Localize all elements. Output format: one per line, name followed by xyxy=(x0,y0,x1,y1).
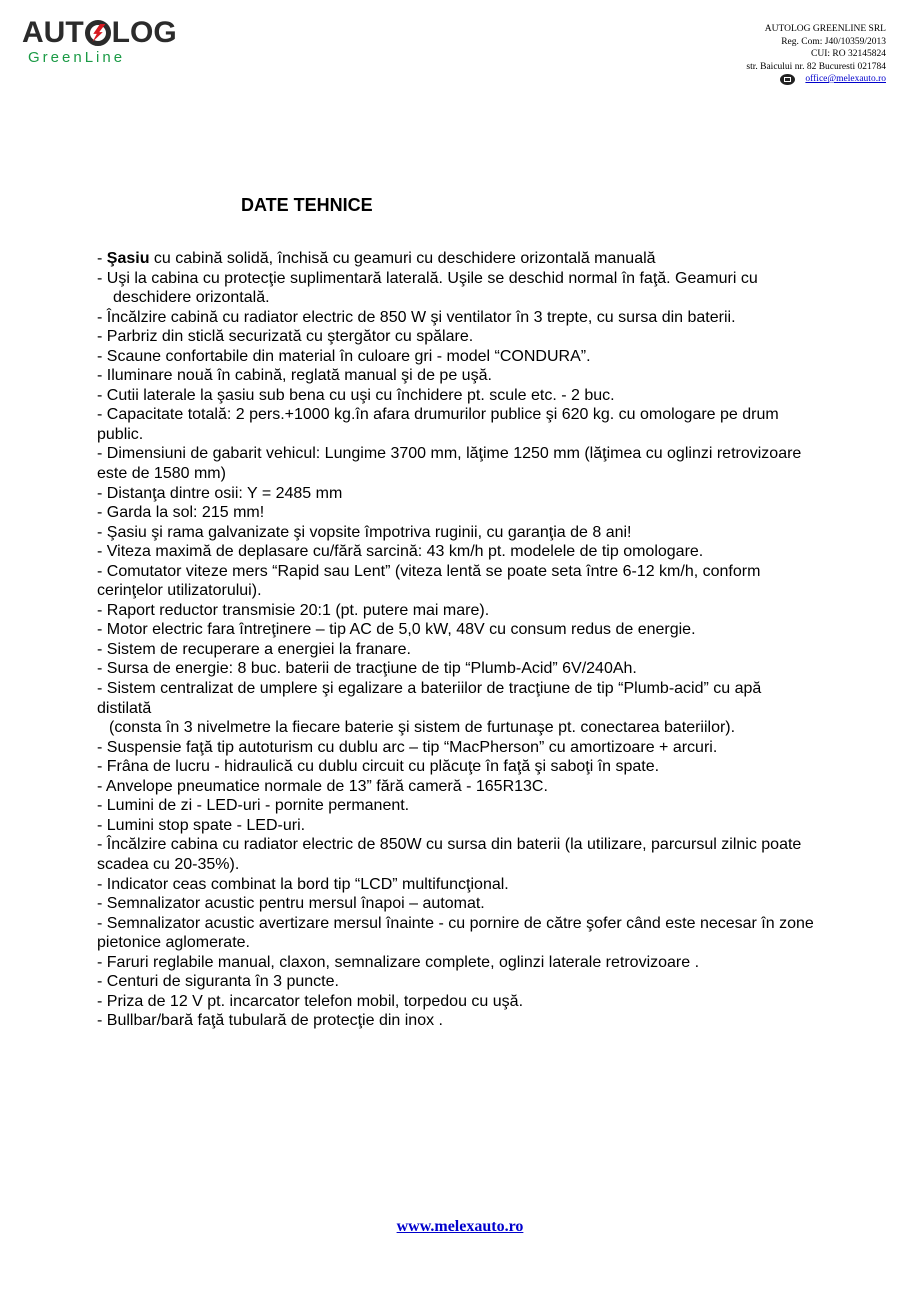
page-title: DATE TEHNICE xyxy=(241,195,373,215)
footer xyxy=(0,1218,920,1236)
spec-line: - Priza de 12 V pt. incarcator telefon mobil, torpedou cu uşă. xyxy=(97,992,524,1010)
spec-line: - Semnalizator acustic pentru mersul înapoi – automat. xyxy=(97,895,485,913)
logo-text-right: LOG xyxy=(111,16,177,49)
website-link[interactable]: www.melexauto.ro xyxy=(396,1218,524,1235)
company-name: AUTOLOG GREENLINE SRL xyxy=(764,24,886,34)
logo-subtitle: GreenLine xyxy=(28,49,126,66)
mail-icon xyxy=(780,74,795,85)
company-reg-com: Reg. Com: J40/10359/2013 xyxy=(781,36,886,47)
spec-line: - Bullbar/bară faţă tubulară de protecţie din inox . xyxy=(97,1012,443,1030)
spec-line: - Comutator viteze mers “Rapid sau Lent” (viteza lentă se poate seta între 6-12 km/h, conform xyxy=(97,562,761,580)
logo-text-left: AUT xyxy=(22,16,84,49)
spec-line: deschidere orizontală. xyxy=(113,289,270,307)
spec-line: - Uşi la cabina cu protecţie suplimentară laterală. Uşile se deschid normal în faţă. Geamuri cu xyxy=(97,269,758,287)
spec-line: - Viteza maximă de deplasare cu/fără sarcină: 43 km/h pt. modelele de tip omologare. xyxy=(97,543,704,561)
spec-line: public. xyxy=(97,425,144,443)
spec-line: - Cutii laterale la şasiu sub bena cu uşi cu închidere pt. scule etc. - 2 buc. xyxy=(97,386,615,404)
spec-line: - Frâna de lucru - hidraulică cu dublu circuit cu plăcuţe în faţă şi saboţi în spate. xyxy=(97,758,660,776)
spec-line: - Lumini de zi - LED-uri - pornite permanent. xyxy=(97,797,410,815)
spec-line: - Centuri de siguranta în 3 puncte. xyxy=(97,973,339,991)
spec-line: cerinţelor utilizatorului). xyxy=(97,582,262,600)
spec-line: este de 1580 mm) xyxy=(97,465,226,483)
spec-line: - Lumini stop spate - LED-uri. xyxy=(97,816,306,834)
spec-line: - Încălzire cabina cu radiator electric de 850W cu sursa din baterii (la utilizare, parcursul zilnic poate xyxy=(97,836,802,854)
technical-specs-list xyxy=(97,249,869,1031)
company-email-row xyxy=(746,73,886,86)
spec-line: - Sistem centralizat de umplere şi egalizare a bateriilor de tracţiune de tip “Plumb-acid” cu apă xyxy=(97,680,762,698)
spec-line: - Distanţa dintre osii: Y = 2485 mm xyxy=(97,484,343,502)
spec-line: - Dimensiuni de gabarit vehicul: Lungime 3700 mm, lăţime 1250 mm (lăţimea cu oglinzi retrovizoare xyxy=(97,445,802,463)
spec-line: - Motor electric fara întreţinere – tip AC de 5,0 kW, 48V cu consum redus de energie. xyxy=(97,621,696,639)
spec-line: - Indicator ceas combinat la bord tip “LCD” multifuncţional. xyxy=(97,875,509,893)
company-address: str. Baicului nr. 82 Bucuresti 021784 xyxy=(746,61,886,72)
spec-line: - Şasiu şi rama galvanizate şi vopsite împotriva ruginii, cu garanţia de 8 ani! xyxy=(97,523,632,541)
spec-line: - Semnalizator acustic avertizare mersul înainte - cu pornire de către şofer când este necesar în zone xyxy=(97,914,814,932)
spec-line: - Iluminare nouă în cabină, reglată manual şi de pe uşă. xyxy=(97,367,492,385)
spec-line: pietonice aglomerate. xyxy=(97,934,250,952)
logo-wordmark xyxy=(22,18,222,48)
company-cui: CUI: RO 32145824 xyxy=(811,49,886,59)
spec-text: cu cabină solidă, închisă cu geamuri cu deschidere orizontală manuală xyxy=(149,250,656,267)
spec-line: - Garda la sol: 215 mm! xyxy=(97,504,265,522)
company-logo xyxy=(22,18,222,70)
spec-line: - Şasiu cu cabină solidă, închisă cu geamuri cu deschidere orizontală manuală xyxy=(97,250,656,267)
spec-line: - Sistem de recuperare a energiei la franare. xyxy=(97,640,411,658)
spec-line: scadea cu 20-35%). xyxy=(97,855,240,873)
spec-line: - Sursa de energie: 8 buc. baterii de tracţiune de tip “Plumb-Acid” 6V/240Ah. xyxy=(97,660,637,678)
spec-line: - Raport reductor transmisie 20:1 (pt. putere mai mare). xyxy=(97,601,490,619)
spec-bold-term: Şasiu xyxy=(106,250,150,267)
spec-line: - Faruri reglabile manual, claxon, semnalizare complete, oglinzi laterale retrovizoare . xyxy=(97,953,700,971)
spec-line: - Suspensie faţă tip autoturism cu dublu arc – tip “MacPherson” cu amortizoare + arcuri. xyxy=(97,738,718,756)
spec-line: - Încălzire cabină cu radiator electric de 850 W şi ventilator în 3 trepte, cu sursa din baterii. xyxy=(97,308,736,326)
spec-line: - Scaune confortabile din material în culoare gri - model “CONDURA”. xyxy=(97,347,591,365)
company-info xyxy=(746,23,886,86)
spec-line: - Parbriz din sticlă securizată cu ştergător cu spălare. xyxy=(97,328,474,346)
company-email-link[interactable]: office@melexauto.ro xyxy=(805,74,886,84)
spec-line: distilată xyxy=(97,699,152,717)
spec-line: - Anvelope pneumatice normale de 13” fără cameră - 165R13C. xyxy=(97,777,548,795)
lightning-bolt-icon xyxy=(85,20,111,46)
spec-line: - Capacitate totală: 2 pers.+1000 kg.în afara drumurilor publice şi 620 kg. cu omologare pe drum xyxy=(97,406,779,424)
spec-line: (consta în 3 nivelmetre la fiecare baterie şi sistem de furtunaşe pt. conectarea bateriilor). xyxy=(109,719,736,737)
